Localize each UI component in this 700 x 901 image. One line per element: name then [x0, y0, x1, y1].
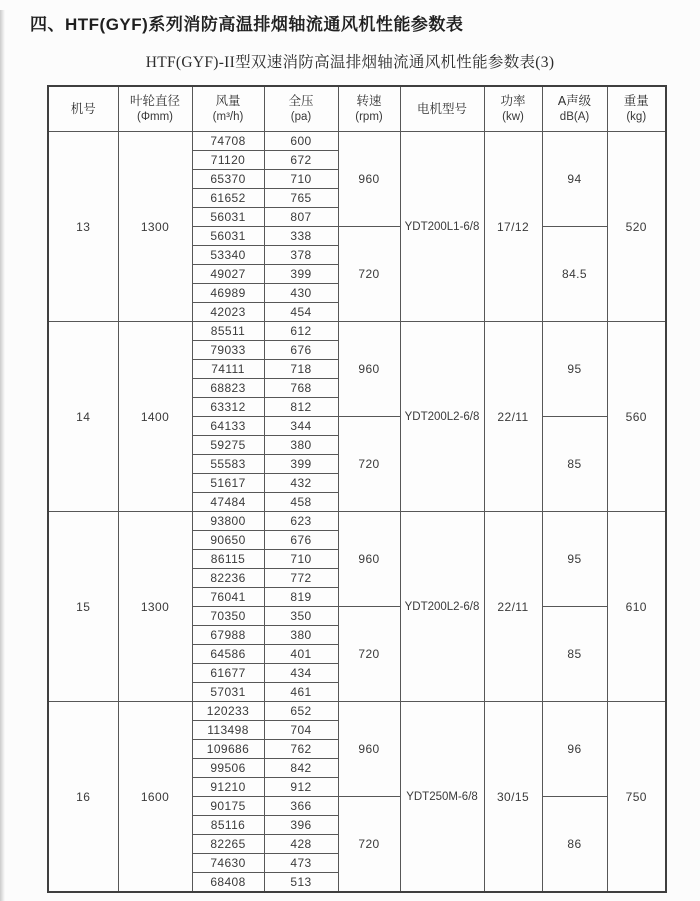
cell-model-no: 13: [48, 132, 118, 322]
cell-air-volume: 67988: [192, 626, 264, 645]
cell-air-volume: 49027: [192, 265, 264, 284]
cell-total-pressure: 652: [264, 702, 338, 721]
column-header-line2: (kg): [626, 110, 647, 123]
cell-weight: 520: [607, 132, 666, 322]
cell-total-pressure: 401: [264, 645, 338, 664]
cell-speed: 960: [338, 322, 400, 417]
cell-air-volume: 61677: [192, 664, 264, 683]
fan-table-body: [48, 132, 666, 893]
cell-weight: 560: [607, 322, 666, 512]
cell-weight: 750: [607, 702, 666, 893]
fan-table-header-row: [48, 86, 666, 132]
cell-total-pressure: 396: [264, 816, 338, 835]
table-row: [48, 322, 666, 341]
cell-motor-model: YDT250M-6/8: [400, 702, 484, 893]
cell-total-pressure: 399: [264, 265, 338, 284]
cell-air-volume: 90650: [192, 531, 264, 550]
column-header: [542, 86, 607, 132]
cell-air-volume: 120233: [192, 702, 264, 721]
cell-air-volume: 113498: [192, 721, 264, 740]
cell-total-pressure: 473: [264, 854, 338, 873]
cell-air-volume: 42023: [192, 303, 264, 322]
cell-power: 17/12: [484, 132, 542, 322]
cell-power: 22/11: [484, 322, 542, 512]
column-header-line1: A声级: [557, 94, 592, 109]
cell-air-volume: 86115: [192, 550, 264, 569]
column-header-line1: 转速: [356, 94, 382, 109]
column-header: [192, 86, 264, 132]
cell-air-volume: 68408: [192, 873, 264, 893]
cell-total-pressure: 807: [264, 208, 338, 227]
column-header-line1: 叶轮直径: [129, 94, 180, 109]
cell-motor-model: YDT200L1-6/8: [400, 132, 484, 322]
cell-total-pressure: 434: [264, 664, 338, 683]
cell-air-volume: 59275: [192, 436, 264, 455]
cell-total-pressure: 676: [264, 531, 338, 550]
cell-impeller-diameter: 1300: [118, 512, 192, 702]
cell-total-pressure: 338: [264, 227, 338, 246]
cell-sound-level: 95: [542, 512, 607, 607]
cell-total-pressure: 344: [264, 417, 338, 436]
cell-speed: 960: [338, 702, 400, 797]
cell-power: 22/11: [484, 512, 542, 702]
fan-table-header: [48, 86, 666, 132]
cell-total-pressure: 819: [264, 588, 338, 607]
cell-sound-level: 86: [542, 797, 607, 893]
cell-speed: 720: [338, 227, 400, 322]
cell-motor-model: YDT200L2-6/8: [400, 322, 484, 512]
cell-total-pressure: 676: [264, 341, 338, 360]
cell-air-volume: 68823: [192, 379, 264, 398]
cell-total-pressure: 765: [264, 189, 338, 208]
cell-air-volume: 51617: [192, 474, 264, 493]
column-header-line1: 重量: [623, 94, 649, 109]
cell-air-volume: 85511: [192, 322, 264, 341]
cell-total-pressure: 366: [264, 797, 338, 816]
cell-air-volume: 79033: [192, 341, 264, 360]
cell-speed: 960: [338, 132, 400, 227]
column-header-line1: 风量: [215, 94, 241, 109]
cell-model-no: 16: [48, 702, 118, 893]
table-subtitle: HTF(GYF)-II型双速消防高温排烟轴流通风机性能参数表(3): [145, 54, 555, 71]
cell-sound-level: 96: [542, 702, 607, 797]
column-header: [118, 86, 192, 132]
column-header-line2: (kw): [502, 110, 524, 123]
cell-total-pressure: 380: [264, 436, 338, 455]
page-title: 四、HTF(GYF)系列消防高温排烟轴流通风机性能参数表: [30, 15, 464, 34]
cell-motor-model: YDT200L2-6/8: [400, 512, 484, 702]
cell-air-volume: 57031: [192, 683, 264, 702]
cell-total-pressure: 612: [264, 322, 338, 341]
cell-total-pressure: 623: [264, 512, 338, 531]
cell-total-pressure: 912: [264, 778, 338, 797]
cell-air-volume: 93800: [192, 512, 264, 531]
column-header-line2: (rpm): [355, 110, 383, 123]
cell-air-volume: 74630: [192, 854, 264, 873]
scan-left-edge: [0, 10, 5, 901]
cell-air-volume: 91210: [192, 778, 264, 797]
cell-air-volume: 55583: [192, 455, 264, 474]
column-header-line2: (Φmm): [137, 110, 173, 123]
cell-sound-level: 85: [542, 417, 607, 512]
cell-total-pressure: 458: [264, 493, 338, 512]
cell-total-pressure: 710: [264, 550, 338, 569]
cell-total-pressure: 378: [264, 246, 338, 265]
cell-total-pressure: 428: [264, 835, 338, 854]
cell-weight: 610: [607, 512, 666, 702]
column-header-line1: 全压: [288, 94, 314, 109]
cell-air-volume: 64586: [192, 645, 264, 664]
cell-air-volume: 99506: [192, 759, 264, 778]
cell-power: 30/15: [484, 702, 542, 893]
cell-total-pressure: 454: [264, 303, 338, 322]
cell-model-no: 15: [48, 512, 118, 702]
cell-air-volume: 56031: [192, 208, 264, 227]
cell-impeller-diameter: 1300: [118, 132, 192, 322]
cell-speed: 960: [338, 512, 400, 607]
column-header-line1: 电机型号: [416, 101, 467, 116]
cell-speed: 720: [338, 797, 400, 893]
cell-air-volume: 109686: [192, 740, 264, 759]
column-header: [48, 86, 118, 132]
cell-total-pressure: 718: [264, 360, 338, 379]
cell-impeller-diameter: 1600: [118, 702, 192, 893]
cell-air-volume: 90175: [192, 797, 264, 816]
cell-air-volume: 82265: [192, 835, 264, 854]
cell-air-volume: 70350: [192, 607, 264, 626]
column-header: [264, 86, 338, 132]
column-header: [338, 86, 400, 132]
column-header: [484, 86, 542, 132]
cell-total-pressure: 430: [264, 284, 338, 303]
cell-air-volume: 47484: [192, 493, 264, 512]
cell-total-pressure: 704: [264, 721, 338, 740]
cell-air-volume: 76041: [192, 588, 264, 607]
cell-air-volume: 74708: [192, 132, 264, 151]
cell-total-pressure: 768: [264, 379, 338, 398]
cell-speed: 720: [338, 607, 400, 702]
cell-air-volume: 71120: [192, 151, 264, 170]
cell-total-pressure: 842: [264, 759, 338, 778]
cell-total-pressure: 812: [264, 398, 338, 417]
cell-air-volume: 63312: [192, 398, 264, 417]
table-row: [48, 512, 666, 531]
cell-total-pressure: 350: [264, 607, 338, 626]
column-header-line1: 机号: [70, 101, 96, 116]
cell-total-pressure: 513: [264, 873, 338, 893]
cell-air-volume: 46989: [192, 284, 264, 303]
cell-air-volume: 85116: [192, 816, 264, 835]
cell-air-volume: 56031: [192, 227, 264, 246]
cell-sound-level: 95: [542, 322, 607, 417]
cell-total-pressure: 672: [264, 151, 338, 170]
cell-sound-level: 85: [542, 607, 607, 702]
cell-total-pressure: 399: [264, 455, 338, 474]
cell-air-volume: 74111: [192, 360, 264, 379]
column-header: [607, 86, 666, 132]
cell-total-pressure: 772: [264, 569, 338, 588]
column-header: [400, 86, 484, 132]
cell-air-volume: 64133: [192, 417, 264, 436]
cell-impeller-diameter: 1400: [118, 322, 192, 512]
cell-total-pressure: 710: [264, 170, 338, 189]
column-header-line2: dB(A): [559, 110, 590, 123]
fan-performance-table: [47, 85, 667, 893]
cell-total-pressure: 432: [264, 474, 338, 493]
column-header-line2: (pa): [290, 110, 312, 123]
cell-sound-level: 84.5: [542, 227, 607, 322]
column-header-line1: 功率: [500, 94, 526, 109]
table-row: [48, 702, 666, 721]
cell-air-volume: 53340: [192, 246, 264, 265]
cell-air-volume: 82236: [192, 569, 264, 588]
cell-total-pressure: 762: [264, 740, 338, 759]
cell-model-no: 14: [48, 322, 118, 512]
cell-air-volume: 65370: [192, 170, 264, 189]
cell-air-volume: 61652: [192, 189, 264, 208]
column-header-line2: (m³/h): [212, 110, 244, 123]
cell-sound-level: 94: [542, 132, 607, 227]
cell-total-pressure: 380: [264, 626, 338, 645]
table-row: [48, 132, 666, 151]
cell-total-pressure: 600: [264, 132, 338, 151]
cell-total-pressure: 461: [264, 683, 338, 702]
cell-speed: 720: [338, 417, 400, 512]
